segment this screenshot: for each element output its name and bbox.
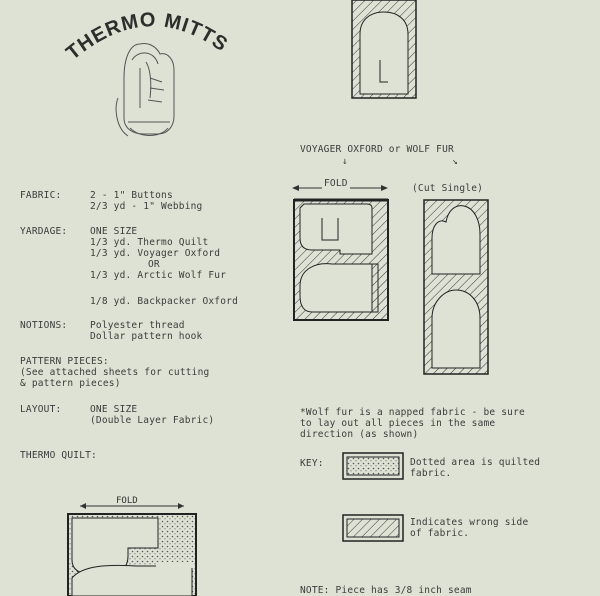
layout-line: ONE SIZE [90,404,138,415]
dotted-desc-line: Dotted area is quilted [410,457,541,468]
notions-label: NOTIONS: [20,320,68,331]
thermo-quilt-label: THERMO QUILT: [20,450,97,461]
fur-note-line: to lay out all pieces in the same [300,418,496,429]
yardage-label: YARDAGE: [20,226,68,237]
notions-line: Dollar pattern hook [90,331,203,342]
yardage-line: OR [148,259,160,270]
hatched-desc-line: of fabric. [410,528,470,539]
layout-line: (Double Layer Fabric) [90,415,215,426]
thermo-quilt-diagram [66,496,206,590]
notions-line: Polyester thread [90,320,185,331]
cut-single-label: (Cut Single) [412,183,484,194]
pattern-pieces-label: PATTERN PIECES: [20,356,109,367]
pattern-pieces-line: & pattern pieces) [20,378,121,389]
pattern-pieces-line: (See attached sheets for cutting [20,367,210,378]
down-arrow-icon: ↓ [342,156,348,167]
yardage-line: 1/3 yd. Voyager Oxford [90,248,221,259]
page-title: THERMO MITTS [62,9,232,65]
layout-label: LAYOUT: [20,404,62,415]
down-arrow-icon: ↘ [452,156,458,167]
voyager-single-diagram [422,198,492,378]
hatched-swatch [342,514,404,542]
fabric-line: 2/3 yd - 1" Webbing [90,201,203,212]
top-piece-diagram [348,0,428,100]
yardage-line: ONE SIZE [90,226,138,237]
yardage-line: 1/8 yd. Backpacker Oxford [90,296,238,307]
mitt-illustration [110,38,190,148]
yardage-line: 1/3 yd. Arctic Wolf Fur [90,270,227,281]
bottom-note: NOTE: Piece has 3/8 inch seam [300,585,472,596]
dotted-desc-line: fabric. [410,468,452,479]
yardage-line: 1/3 yd. Thermo Quilt [90,237,209,248]
fur-note-line: *Wolf fur is a napped fabric - be sure [300,407,525,418]
fold-label: FOLD [324,178,348,189]
fur-note-line: direction (as shown) [300,429,419,440]
fabric-label: FABRIC: [20,190,62,201]
key-label: KEY: [300,458,324,469]
voyager-heading: VOYAGER OXFORD or WOLF FUR [300,144,454,155]
voyager-fold-diagram [292,196,392,326]
fabric-line: 2 - 1" Buttons [90,190,173,201]
dotted-swatch [342,452,404,480]
svg-text:FOLD: FOLD [116,496,138,506]
hatched-desc-line: Indicates wrong side [410,517,529,528]
